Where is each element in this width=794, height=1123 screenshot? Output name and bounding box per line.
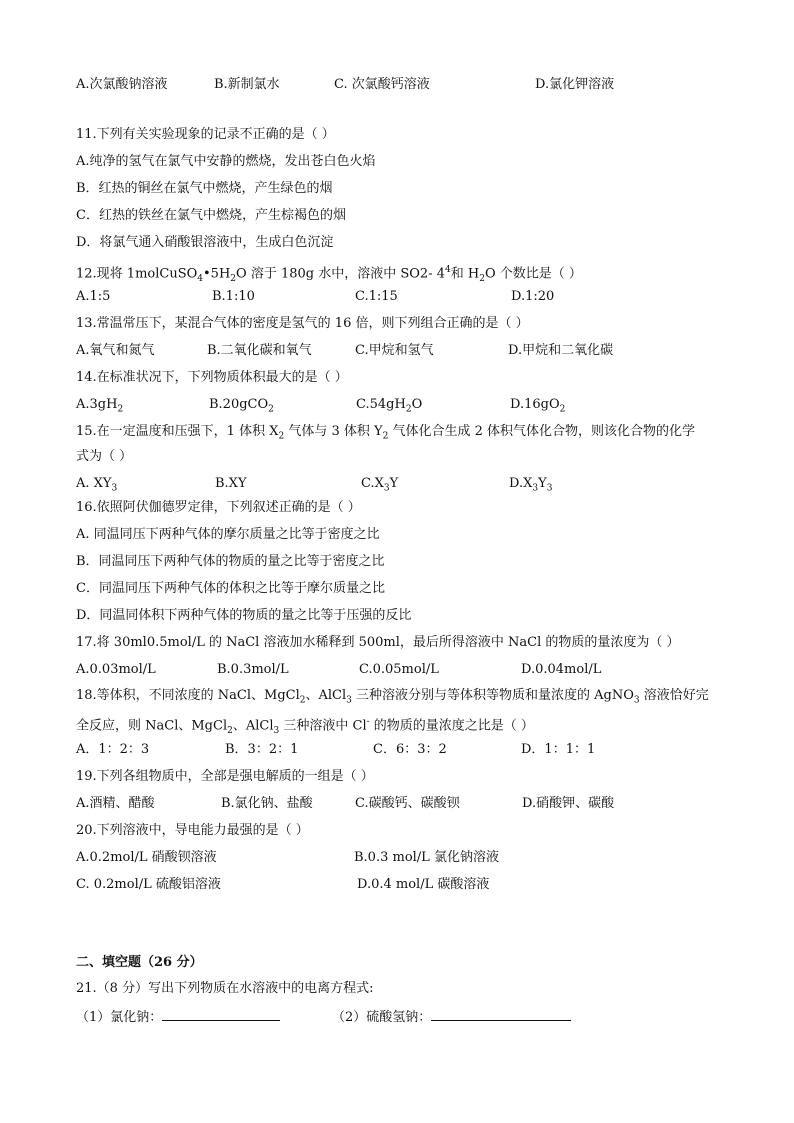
- q20-option-d: D.0.4 mol/L 碳酸溶液: [357, 877, 490, 892]
- q15-stem: 15.在一定温度和压强下，1 体积 $X_2$ 气体与 3 体积 $Y_2$ 气体化合生成 2 体积气体化合物，则该化合物的化学: [76, 424, 695, 442]
- q17-option-a: A.0.03mol/L: [76, 662, 156, 677]
- q19-stem: 19.下列各组物质中，全部是强电解质的一组是（ ）: [76, 769, 374, 784]
- q10-option-d: D.氯化钾溶液: [535, 77, 615, 92]
- q14-option-d: $D.16gO_2$: [510, 397, 566, 415]
- q20-option-a: A.0.2mol/L 硝酸钡溶液: [76, 850, 217, 865]
- q18-stem: 18.等体积，不同浓度的 NaCl、MgCl$_2$、AlCl$_3$ 三种溶液分别与等体积等物质和量浓度的 AgNO$_3$ 溶液恰好完: [76, 688, 709, 706]
- section-title: 二、填空题（26 分）: [76, 955, 203, 970]
- q16-stem: 16.依照阿伏伽德罗定律，下列叙述正确的是（ ）: [76, 500, 361, 515]
- q19-option-c: C.碳酸钙、碳酸钡: [355, 796, 460, 811]
- q17-option-d: D.0.04mol/L: [521, 662, 602, 677]
- q11-option-b: B．红热的铜丝在氯气中燃烧，产生绿色的烟: [76, 181, 333, 196]
- q14-option-b: B.20gCO$_2$: [209, 397, 274, 415]
- q20-option-b: B.0.3 mol/L 氯化钠溶液: [354, 850, 499, 865]
- q18-option-c: C．6：3：2: [373, 742, 447, 757]
- q16-option-c: C．同温同压下两种气体的体积之比等于摩尔质量之比: [76, 581, 385, 596]
- q15-option-c: $C.X_3Y$: [361, 476, 399, 494]
- q12-stem: 12.现将 $1molCuSO_4•5H_2O$ 溶于 180g 水中，溶液中 SO2- $4^4$和 $H_2O$ 个数比是（ ）: [76, 265, 582, 284]
- q19-option-d: D.硝酸钾、碳酸: [522, 796, 615, 811]
- q13-option-d: D.甲烷和二氧化碳: [508, 343, 614, 358]
- q13-stem: 13.常温常压下，某混合气体的密度是氢气的 16 倍，则下列组合正确的是（ ）: [76, 316, 529, 331]
- q17-option-b: B.0.3mol/L: [217, 662, 289, 677]
- q11-stem: 11.下列有关实验现象的记录不正确的是（ ）: [76, 127, 335, 142]
- q15-option-a: A. $XY_3$: [76, 476, 118, 494]
- q12-option-b: B.1:10: [212, 289, 255, 304]
- q19-option-b: B.氯化钠、盐酸: [221, 796, 313, 811]
- q10-option-b: B.新制氯水: [214, 77, 280, 92]
- q11-option-c: C．红热的铁丝在氯气中燃烧，产生棕褐色的烟: [76, 208, 346, 223]
- q12-option-a: A.1:5: [76, 289, 111, 304]
- q11-option-d: D．将氯气通入硝酸银溶液中，生成白色沉淀: [76, 235, 334, 250]
- q21-stem: 21.（8 分）写出下列物质在水溶液中的电离方程式:: [76, 981, 374, 996]
- q21-part1: （1）氯化钠：: [76, 1007, 280, 1027]
- q16-option-b: B．同温同压下两种气体的物质的量之比等于密度之比: [76, 554, 385, 569]
- q21-answer-blank-1[interactable]: [162, 1007, 280, 1021]
- q20-stem: 20.下列溶液中，导电能力最强的是（ ）: [76, 823, 309, 838]
- q15-stem-line2: 式为（ ）: [76, 449, 133, 464]
- q18-option-d: D．1：1：1: [521, 742, 596, 757]
- q10-option-c: C. 次氯酸钙溶液: [334, 77, 430, 92]
- q10-option-a: A.次氯酸钠溶液: [76, 77, 168, 92]
- q16-option-d: D．同温同体积下两种气体的物质的量之比等于压强的反比: [76, 608, 412, 623]
- q11-option-a: A.纯净的氢气在氯气中安静的燃烧，发出苍白色火焰: [76, 154, 376, 169]
- q12-option-d: D.1:20: [511, 289, 555, 304]
- q12-option-c: C.1:15: [355, 289, 398, 304]
- q16-option-a: A. 同温同压下两种气体的摩尔质量之比等于密度之比: [76, 527, 380, 542]
- q19-option-a: A.酒精、醋酸: [76, 796, 155, 811]
- q17-option-c: C.0.05mol/L: [359, 662, 439, 677]
- q20-option-c: C. 0.2mol/L 硫酸铝溶液: [76, 877, 221, 892]
- q13-option-b: B.二氧化碳和氧气: [207, 343, 312, 358]
- q14-option-c: $C.54gH_2O$: [356, 397, 423, 415]
- q21-answer-blank-2[interactable]: [431, 1007, 571, 1021]
- q15-option-d: $D.X_3Y_3$: [509, 476, 553, 494]
- q13-option-c: C.甲烷和氢气: [355, 343, 434, 358]
- q15-option-b: B.XY: [215, 476, 247, 491]
- q18-stem-line2: 全反应，则 NaCl、MgCl$_2$、AlCl$_3$ 三种溶液中 Cl- 的物质的量浓度之比是（ ）: [76, 717, 534, 736]
- q18-option-a: A．1：2：3: [76, 742, 150, 757]
- q21-part2: （2）硫酸氢钠：: [332, 1007, 571, 1027]
- q18-option-b: B．3：2：1: [225, 742, 299, 757]
- q17-stem: 17.将 30ml0.5mol/L 的 NaCl 溶液加水稀释到 500ml，最后所得溶液中 NaCl 的物质的量浓度为（ ）: [76, 635, 680, 650]
- q14-stem: 14.在标准状况下，下列物质体积最大的是（ ）: [76, 370, 348, 385]
- q14-option-a: $A.3gH_2$: [76, 397, 124, 415]
- q13-option-a: A.氧气和氮气: [76, 343, 155, 358]
